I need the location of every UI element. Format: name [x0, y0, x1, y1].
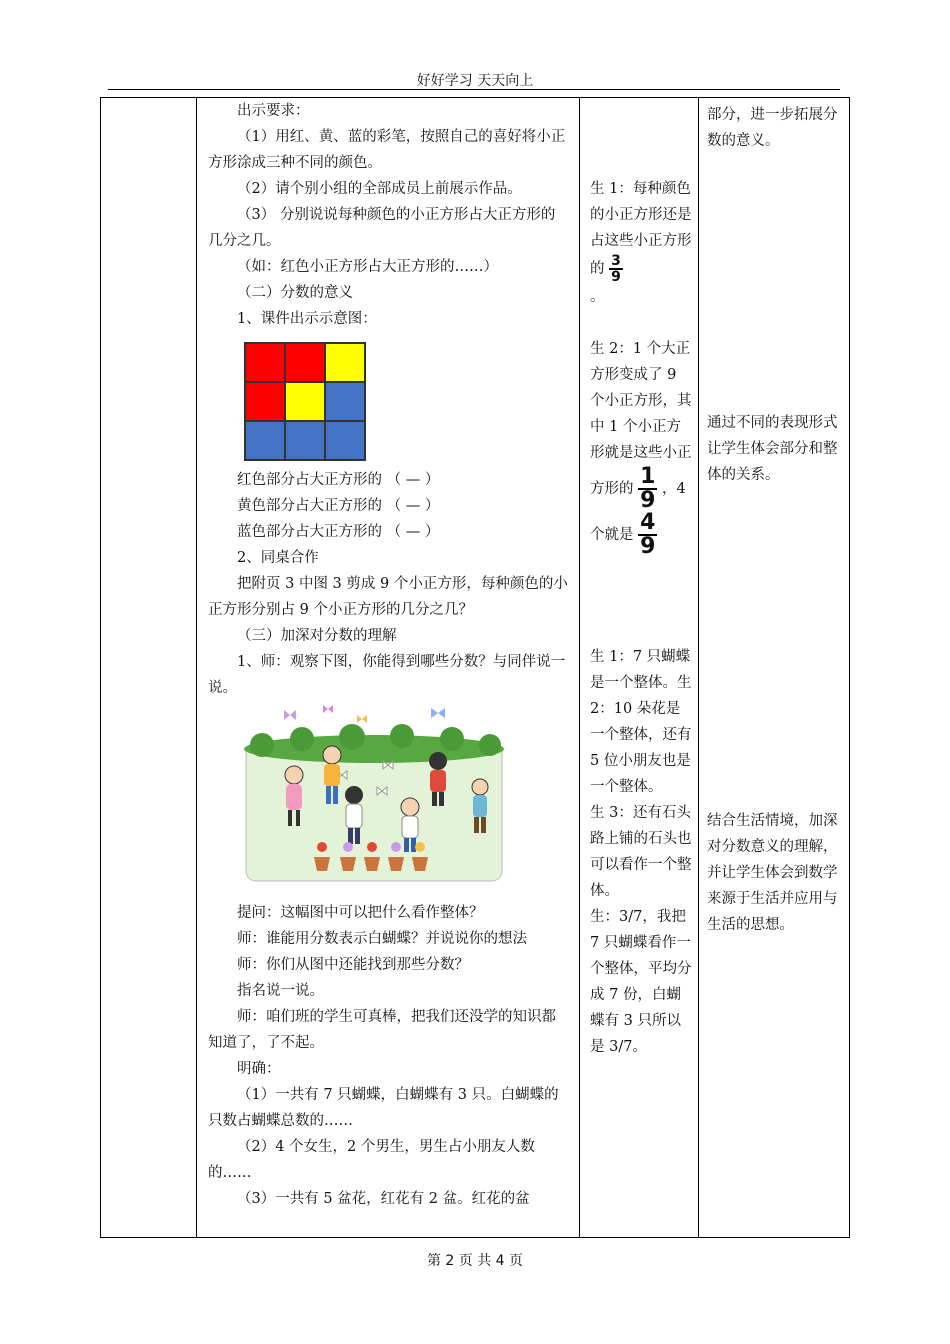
spacer: [707, 154, 845, 410]
butterfly-icon: [431, 708, 445, 718]
denominator: 9: [640, 488, 656, 513]
text-line: （3） 分别说说每种颜色的小正方形占大正方形的几分之几。: [208, 207, 556, 249]
numerator: 3: [611, 253, 621, 269]
fraction: [638, 466, 657, 512]
butterfly-icon: [357, 715, 367, 723]
student-response: 生 1：7 只蝴蝶是一个整体。生 2：10 朵花是一个整体，还有 5 位小朋友也是一个整体。: [590, 649, 692, 795]
spacer: [707, 488, 845, 808]
butterfly-icon: [323, 705, 333, 713]
grid-cell: [245, 343, 285, 382]
text-line: （2）4 个女生，2 个男生，男生占小朋友人数的……: [208, 1139, 535, 1181]
grid-cell: [325, 343, 365, 382]
grid-cell: [285, 421, 325, 460]
text-line: 把附页 3 中图 3 剪成 9 个小正方形，每种颜色的小正方形分别占 9 个小正方形的几分之几？: [208, 576, 568, 618]
numerator: 1: [640, 464, 656, 489]
denominator: 9: [611, 269, 621, 285]
column-divider: [196, 98, 197, 1237]
text-line: 师：你们从图中还能找到那些分数？: [237, 957, 469, 973]
student-response: [590, 336, 692, 558]
spacer: [590, 98, 692, 176]
denominator: 9: [640, 534, 656, 559]
student-activity-column: [582, 98, 698, 1237]
student-response: [590, 176, 692, 310]
response-text: 生 1：每种颜色的小正方形还是占这些小正方形的: [590, 181, 692, 277]
teaching-process-column: [198, 98, 575, 1237]
response-text: 生 2：1 个大正方形变成了 9 个小正方形，其中 1 个小正方形就是这些小正方形的: [590, 341, 692, 497]
header-rule: [108, 89, 840, 90]
numerator: 4: [640, 510, 656, 535]
text-line: 出示要求：: [237, 103, 310, 119]
grid-cell: [285, 382, 325, 421]
text-line: 黄色部分占大正方形的 （ — ）: [237, 498, 440, 514]
text-line: 师：咱们班的学生可真棒，把我们还没学的知识都知道了，了不起。: [208, 1009, 556, 1051]
color-grid-figure: [244, 342, 366, 461]
text-line: 提问：这幅图中可以把什么看作整体？: [237, 905, 484, 921]
page-header: 好好学习 天天向上: [416, 73, 534, 89]
text-line: 师：谁能用分数表示白蝴蝶？并说说你的想法: [237, 931, 527, 947]
text-line: 红色部分占大正方形的 （ — ）: [237, 472, 440, 488]
response-text: 。: [590, 289, 605, 305]
section-heading: （三）加深对分数的理解: [237, 628, 397, 644]
fraction: [638, 512, 657, 558]
intent-note: 部分，进一步拓展分数的意义。: [707, 107, 838, 149]
grid-cell: [245, 421, 285, 460]
column-divider: [579, 98, 580, 1237]
text-line: 明确：: [237, 1061, 281, 1077]
text-line: （1）一共有 7 只蝴蝶，白蝴蝶有 3 只。白蝴蝶的只数占蝴蝶总数的……: [208, 1087, 559, 1129]
text-line: 1、课件出示示意图：: [237, 311, 377, 327]
grid-cell: [325, 421, 365, 460]
text-line: （如：红色小正方形占大正方形的……）: [237, 259, 498, 275]
text-line: （1）用红、黄、蓝的彩笔，按照自己的喜好将小正方形涂成三种不同的颜色。: [208, 129, 566, 171]
grid-cell: [245, 382, 285, 421]
fraction: [609, 254, 623, 284]
design-intent-column: [699, 98, 849, 1237]
section-heading: （二）分数的意义: [237, 285, 353, 301]
grid-cell: [285, 343, 325, 382]
intent-note: 结合生活情境，加深对分数意义的理解，并让学生体会到数学来源于生活并应用与生活的思想。: [707, 813, 838, 933]
text-line: 指名说一说。: [237, 983, 324, 999]
text-line: 1、师：观察下图，你能得到哪些分数？与同伴说一说。: [208, 654, 566, 696]
response-text: ，4 个就是: [590, 481, 686, 543]
spacer: [590, 558, 692, 644]
text-line: 2、同桌合作: [237, 550, 319, 566]
butterfly-icon: [284, 710, 296, 720]
student-response: 生 3：还有石头路上铺的石头也可以看作一个整体。: [590, 805, 692, 899]
spacer: [590, 310, 692, 336]
text-line: （2）请个别小组的全部成员上前展示作品。: [237, 181, 522, 197]
children-butterflies-illustration: [242, 705, 506, 885]
intent-note: 通过不同的表现形式让学生体会部分和整体的关系。: [707, 415, 838, 483]
student-response: 生：3/7，我把 7 只蝴蝶看作一个整体，平均分成 7 份，白蝴蝶有 3 只所以是 3/7。: [590, 909, 692, 1055]
lesson-table: [100, 97, 850, 1238]
text-line: （3）一共有 5 盆花，红花有 2 盆。红花的盆: [237, 1191, 530, 1207]
text-line: 蓝色部分占大正方形的 （ — ）: [237, 524, 440, 540]
page-footer: 第 2 页 共 4 页: [426, 1253, 524, 1269]
grid-cell: [325, 382, 365, 421]
